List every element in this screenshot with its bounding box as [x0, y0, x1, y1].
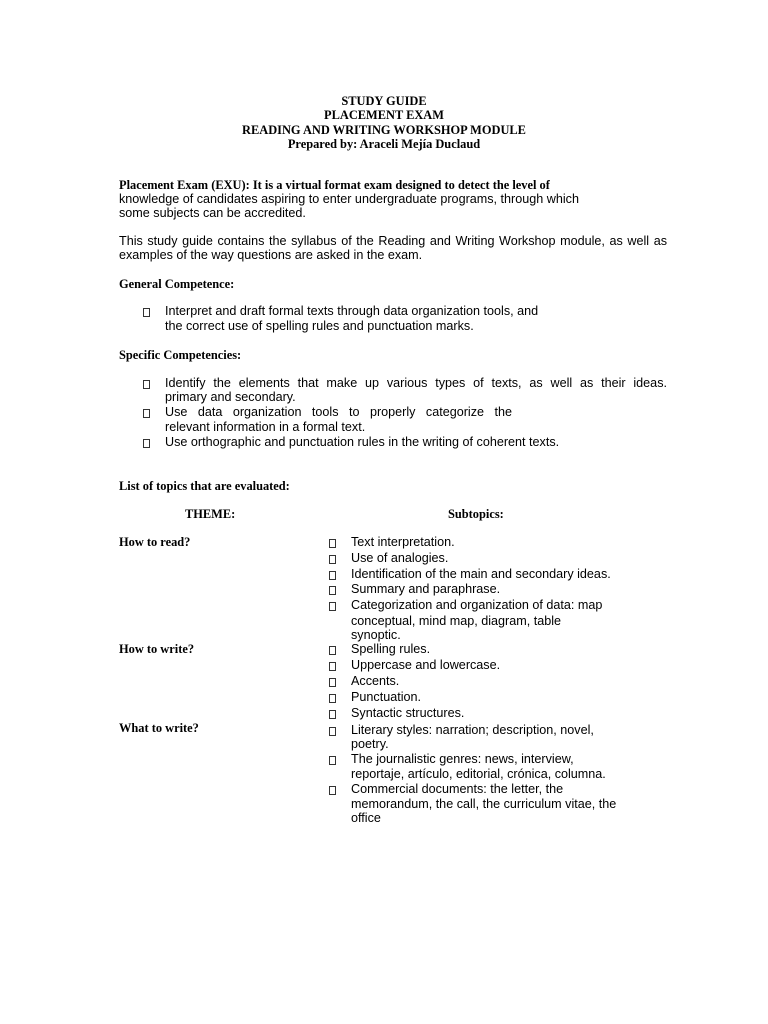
- syllabus-line-2: examples of the way questions are asked in the exam.: [119, 248, 423, 262]
- specific-competencies-heading: Specific Competencies:: [119, 348, 242, 362]
- subtopic-item: Summary and paraphrase.: [351, 582, 501, 596]
- specific-item-1-line-1: Identify the elements that make up various types of texts, as well as their ideas.: [165, 376, 667, 390]
- subtopic-item-continued: synoptic.: [351, 628, 401, 642]
- subtopic-item: Spelling rules.: [351, 642, 431, 656]
- subtopic-item: Text interpretation.: [351, 535, 455, 549]
- subtopic-item-continued: memorandum, the call, the curriculum vitae, the: [351, 797, 617, 811]
- bullet-box-icon: [143, 380, 150, 389]
- intro-line-3: some subjects can be accredited.: [119, 206, 306, 220]
- bullet-box-icon: [329, 555, 336, 564]
- header-title: STUDY GUIDE: [341, 94, 427, 108]
- subtopic-item: Commercial documents: the letter, the: [351, 782, 564, 796]
- specific-item-2-line-2: relevant information in a formal text.: [165, 420, 366, 434]
- specific-item-1-line-2: primary and secondary.: [165, 390, 296, 404]
- theme-how-to-write: How to write?: [119, 642, 195, 656]
- subtopic-item-continued: reportaje, artículo, editorial, crónica, columna.: [351, 767, 606, 781]
- general-competence-item-line-1: Interpret and draft formal texts through data organization tools, and: [165, 304, 539, 318]
- theme-what-to-write: What to write?: [119, 721, 199, 735]
- bullet-box-icon: [329, 571, 336, 580]
- bullet-box-icon: [329, 756, 336, 765]
- subtopic-item: Accents.: [351, 674, 400, 688]
- bullet-box-icon: [329, 646, 336, 655]
- bullet-box-icon: [329, 602, 336, 611]
- subtopic-item: Use of analogies.: [351, 551, 449, 565]
- subtopic-item-continued: poetry.: [351, 737, 389, 751]
- subtopic-item: Identification of the main and secondary ideas.: [351, 567, 611, 581]
- subtopic-item: The journalistic genres: news, interview,: [351, 752, 574, 766]
- bullet-box-icon: [143, 439, 150, 448]
- subtopic-item: Categorization and organization of data: map: [351, 598, 603, 612]
- bullet-box-icon: [329, 694, 336, 703]
- header-module: READING AND WRITING WORKSHOP MODULE: [242, 122, 526, 137]
- intro-lead: Placement Exam (EXU): It is a virtual format exam designed to detect the level of: [119, 178, 550, 192]
- bullet-box-icon: [329, 786, 336, 795]
- bullet-box-icon: [329, 662, 336, 671]
- bullet-box-icon: [143, 308, 150, 317]
- theme-column-header: THEME:: [185, 507, 236, 521]
- subtopic-item: Syntactic structures.: [351, 706, 465, 720]
- topics-heading: List of topics that are evaluated:: [119, 479, 290, 493]
- bullet-box-icon: [329, 586, 336, 595]
- general-competence-heading: General Competence:: [119, 277, 235, 291]
- intro-line-2: knowledge of candidates aspiring to enter undergraduate programs, through which: [119, 192, 579, 206]
- bullet-box-icon: [143, 409, 150, 418]
- bullet-box-icon: [329, 539, 336, 548]
- theme-how-to-read: How to read?: [119, 535, 191, 549]
- bullet-box-icon: [329, 710, 336, 719]
- bullet-box-icon: [329, 727, 336, 736]
- syllabus-line-1: This study guide contains the syllabus of the Reading and Writing Workshop module, as well as: [119, 234, 667, 248]
- specific-item-3-line-1: Use orthographic and punctuation rules in the writing of coherent texts.: [165, 435, 560, 449]
- subtopic-item: Literary styles: narration; description, novel,: [351, 723, 594, 737]
- subtopics-column-header: Subtopics:: [448, 507, 504, 521]
- document-header: [0, 94, 768, 152]
- general-competence-item-line-2: the correct use of spelling rules and punctuation marks.: [165, 319, 474, 333]
- subtopic-item-continued: office: [351, 811, 381, 825]
- specific-item-2-line-1: Use data organization tools to properly categorize the: [165, 405, 512, 419]
- header-author: Prepared by: Araceli Mejía Duclaud: [287, 137, 481, 152]
- bullet-box-icon: [329, 678, 336, 687]
- subtopic-item: Punctuation.: [351, 690, 422, 704]
- subtopic-item-continued: conceptual, mind map, diagram, table: [351, 614, 562, 628]
- subtopic-item: Uppercase and lowercase.: [351, 658, 501, 672]
- header-subtitle: PLACEMENT EXAM: [324, 108, 444, 123]
